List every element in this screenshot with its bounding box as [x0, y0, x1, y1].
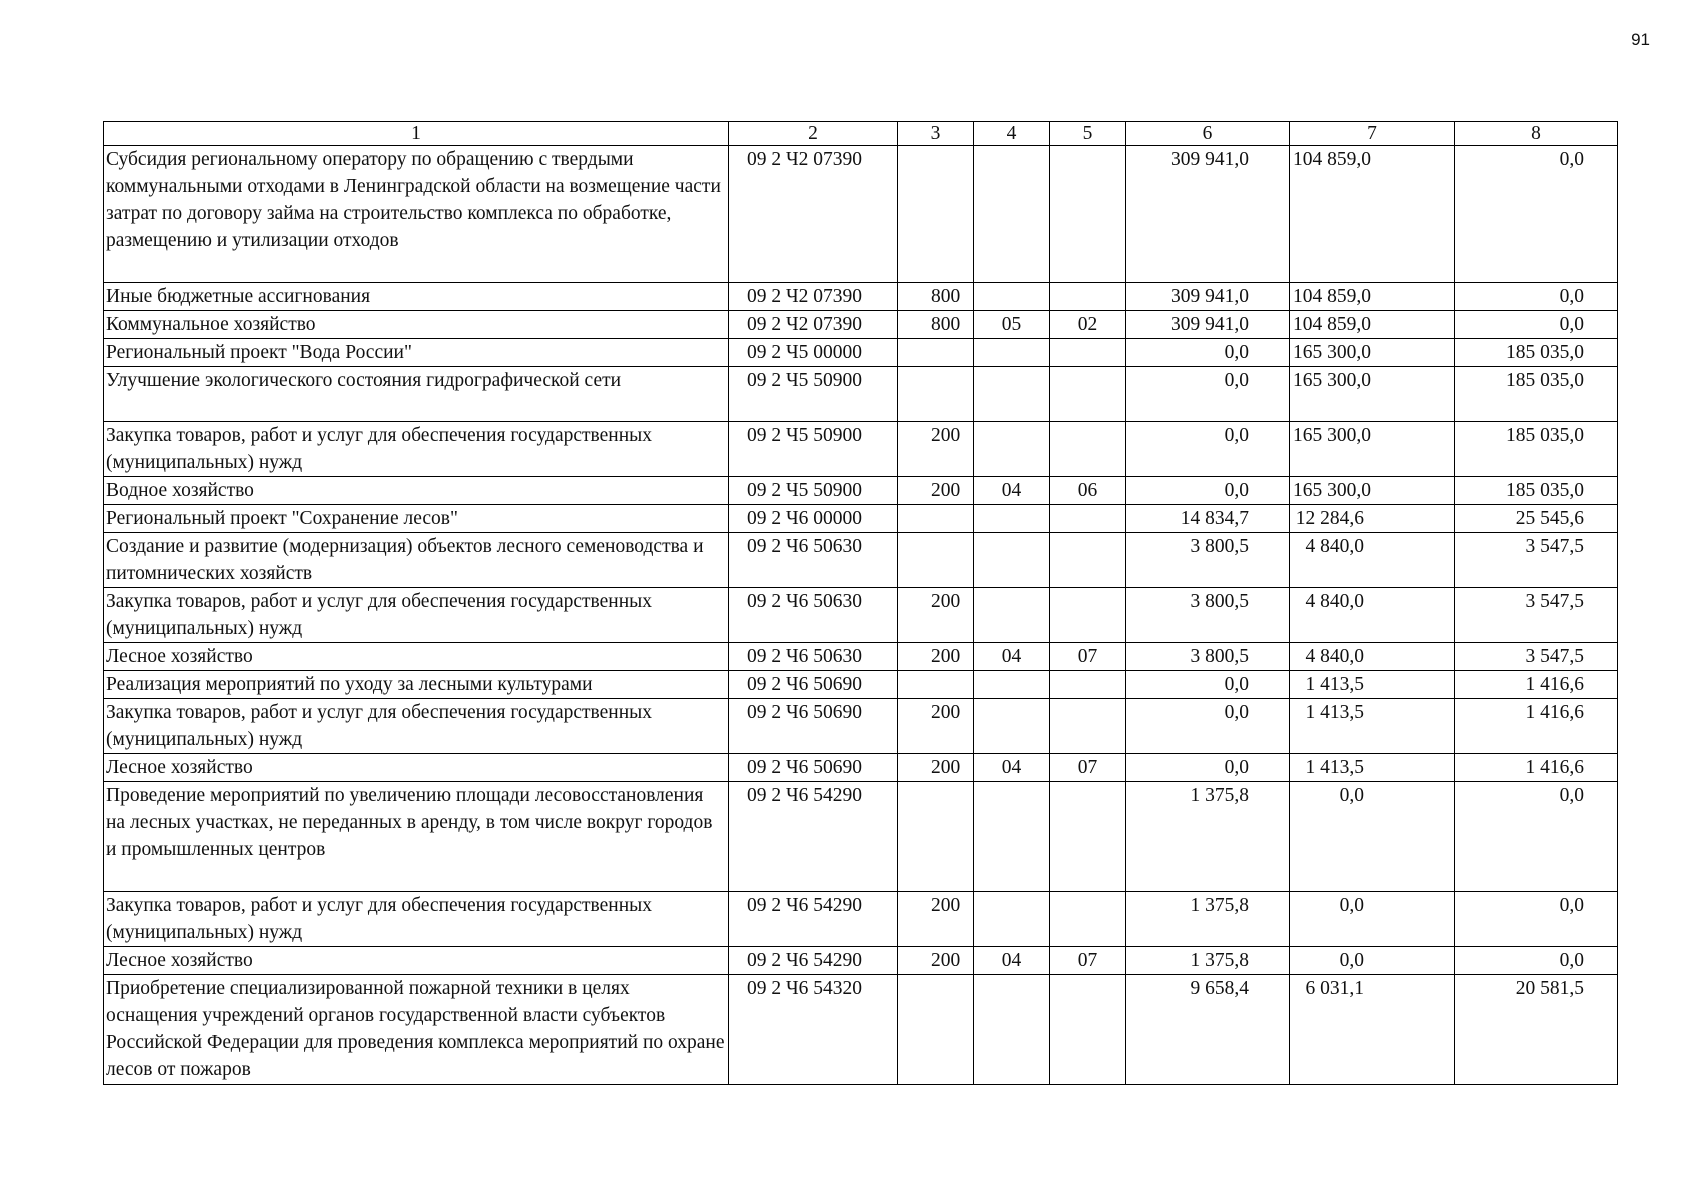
amount-col6-cell: 14 834,7 — [1126, 505, 1290, 533]
column-number-header-row — [104, 122, 1618, 146]
header-cell-1: 1 — [104, 122, 729, 146]
table-row — [104, 782, 1618, 892]
target-code-cell: 09 2 Ч6 54290 — [729, 782, 898, 892]
item-name-cell: Приобретение специализированной пожарной техники в целях оснащения учреждений органов государственной власти субъектов Российской Федерации для проведения комплекса мероприятий по охране лесов от пожаров — [104, 975, 729, 1085]
subsection-cell: 07 — [1050, 643, 1126, 671]
item-name-cell: Создание и развитие (модернизация) объектов лесного семеноводства и питомнических хозяйств — [104, 533, 729, 588]
item-name-cell: Региональный проект "Сохранение лесов" — [104, 505, 729, 533]
target-code-cell: 09 2 Ч6 54320 — [729, 975, 898, 1085]
table-row — [104, 588, 1618, 643]
table-row — [104, 422, 1618, 477]
expense-type-cell: 200 — [898, 477, 974, 505]
amount-col8-cell: 20 581,5 — [1455, 975, 1618, 1085]
expense-type-cell — [898, 339, 974, 367]
table-row — [104, 339, 1618, 367]
expense-type-cell — [898, 367, 974, 422]
target-code-cell: 09 2 Ч6 54290 — [729, 947, 898, 975]
target-code-cell: 09 2 Ч5 50900 — [729, 477, 898, 505]
item-name-cell: Коммунальное хозяйство — [104, 311, 729, 339]
subsection-cell — [1050, 975, 1126, 1085]
amount-col7-cell: 12 284,6 — [1290, 505, 1455, 533]
item-name-cell: Закупка товаров, работ и услуг для обеспечения государственных (муниципальных) нужд — [104, 588, 729, 643]
section-cell — [974, 699, 1050, 754]
subsection-cell: 07 — [1050, 947, 1126, 975]
amount-col7-cell: 165 300,0 — [1290, 477, 1455, 505]
amount-col8-cell: 0,0 — [1455, 892, 1618, 947]
item-name-cell: Закупка товаров, работ и услуг для обеспечения государственных (муниципальных) нужд — [104, 699, 729, 754]
expense-type-cell: 200 — [898, 699, 974, 754]
subsection-cell — [1050, 146, 1126, 283]
table-row — [104, 311, 1618, 339]
header-cell-2: 2 — [729, 122, 898, 146]
section-cell: 04 — [974, 947, 1050, 975]
amount-col7-cell: 104 859,0 — [1290, 146, 1455, 283]
expense-type-cell: 800 — [898, 311, 974, 339]
amount-col6-cell: 309 941,0 — [1126, 311, 1290, 339]
amount-col8-cell: 185 035,0 — [1455, 422, 1618, 477]
amount-col7-cell: 104 859,0 — [1290, 311, 1455, 339]
table-row — [104, 643, 1618, 671]
target-code-cell: 09 2 Ч6 50630 — [729, 588, 898, 643]
section-cell: 04 — [974, 643, 1050, 671]
amount-col8-cell: 185 035,0 — [1455, 477, 1618, 505]
item-name-cell: Лесное хозяйство — [104, 643, 729, 671]
expense-type-cell: 800 — [898, 283, 974, 311]
header-cell-7: 7 — [1290, 122, 1455, 146]
expense-type-cell: 200 — [898, 588, 974, 643]
target-code-cell: 09 2 Ч6 50630 — [729, 533, 898, 588]
table-row — [104, 505, 1618, 533]
subsection-cell — [1050, 283, 1126, 311]
expense-type-cell — [898, 505, 974, 533]
section-cell — [974, 146, 1050, 283]
amount-col6-cell: 0,0 — [1126, 422, 1290, 477]
table-row — [104, 975, 1618, 1085]
item-name-cell: Региональный проект "Вода России" — [104, 339, 729, 367]
subsection-cell — [1050, 671, 1126, 699]
section-cell — [974, 422, 1050, 477]
section-cell: 04 — [974, 477, 1050, 505]
subsection-cell: 02 — [1050, 311, 1126, 339]
amount-col6-cell: 3 800,5 — [1126, 588, 1290, 643]
table-row — [104, 754, 1618, 782]
subsection-cell — [1050, 339, 1126, 367]
target-code-cell: 09 2 Ч6 50690 — [729, 699, 898, 754]
section-cell: 04 — [974, 754, 1050, 782]
expense-type-cell — [898, 533, 974, 588]
amount-col6-cell: 3 800,5 — [1126, 643, 1290, 671]
amount-col8-cell: 1 416,6 — [1455, 699, 1618, 754]
amount-col8-cell: 1 416,6 — [1455, 754, 1618, 782]
subsection-cell — [1050, 782, 1126, 892]
subsection-cell — [1050, 892, 1126, 947]
target-code-cell: 09 2 Ч5 50900 — [729, 422, 898, 477]
subsection-cell — [1050, 588, 1126, 643]
amount-col8-cell: 0,0 — [1455, 782, 1618, 892]
section-cell — [974, 892, 1050, 947]
amount-col6-cell: 0,0 — [1126, 339, 1290, 367]
target-code-cell: 09 2 Ч6 00000 — [729, 505, 898, 533]
amount-col8-cell: 0,0 — [1455, 283, 1618, 311]
expense-type-cell: 200 — [898, 643, 974, 671]
item-name-cell: Иные бюджетные ассигнования — [104, 283, 729, 311]
amount-col7-cell: 4 840,0 — [1290, 533, 1455, 588]
expense-type-cell — [898, 146, 974, 283]
subsection-cell — [1050, 533, 1126, 588]
section-cell — [974, 588, 1050, 643]
table-row — [104, 671, 1618, 699]
table-row — [104, 533, 1618, 588]
header-cell-4: 4 — [974, 122, 1050, 146]
header-cell-5: 5 — [1050, 122, 1126, 146]
item-name-cell: Лесное хозяйство — [104, 754, 729, 782]
page-number: 91 — [1631, 30, 1650, 49]
section-cell — [974, 975, 1050, 1085]
amount-col6-cell: 1 375,8 — [1126, 947, 1290, 975]
amount-col7-cell: 4 840,0 — [1290, 643, 1455, 671]
amount-col6-cell: 0,0 — [1126, 699, 1290, 754]
amount-col6-cell: 0,0 — [1126, 754, 1290, 782]
amount-col7-cell: 0,0 — [1290, 782, 1455, 892]
amount-col8-cell: 3 547,5 — [1455, 588, 1618, 643]
subsection-cell — [1050, 505, 1126, 533]
subsection-cell: 07 — [1050, 754, 1126, 782]
header-cell-3: 3 — [898, 122, 974, 146]
amount-col7-cell: 0,0 — [1290, 947, 1455, 975]
amount-col7-cell: 1 413,5 — [1290, 671, 1455, 699]
subsection-cell — [1050, 699, 1126, 754]
table-row — [104, 477, 1618, 505]
amount-col6-cell: 309 941,0 — [1126, 146, 1290, 283]
section-cell — [974, 782, 1050, 892]
subsection-cell — [1050, 367, 1126, 422]
target-code-cell: 09 2 Ч5 50900 — [729, 367, 898, 422]
amount-col8-cell: 25 545,6 — [1455, 505, 1618, 533]
target-code-cell: 09 2 Ч2 07390 — [729, 311, 898, 339]
item-name-cell: Реализация мероприятий по уходу за лесными культурами — [104, 671, 729, 699]
target-code-cell: 09 2 Ч6 50690 — [729, 754, 898, 782]
expense-type-cell — [898, 782, 974, 892]
amount-col6-cell: 3 800,5 — [1126, 533, 1290, 588]
expense-type-cell: 200 — [898, 422, 974, 477]
amount-col7-cell: 4 840,0 — [1290, 588, 1455, 643]
expense-type-cell: 200 — [898, 947, 974, 975]
section-cell — [974, 505, 1050, 533]
expense-type-cell — [898, 671, 974, 699]
section-cell — [974, 339, 1050, 367]
amount-col6-cell: 0,0 — [1126, 477, 1290, 505]
header-cell-6: 6 — [1126, 122, 1290, 146]
budget-table — [103, 121, 1618, 1085]
table-body — [104, 122, 1618, 1085]
amount-col8-cell: 0,0 — [1455, 146, 1618, 283]
amount-col8-cell: 3 547,5 — [1455, 533, 1618, 588]
expense-type-cell: 200 — [898, 754, 974, 782]
target-code-cell: 09 2 Ч2 07390 — [729, 283, 898, 311]
section-cell — [974, 533, 1050, 588]
section-cell — [974, 367, 1050, 422]
amount-col8-cell: 0,0 — [1455, 311, 1618, 339]
amount-col6-cell: 9 658,4 — [1126, 975, 1290, 1085]
subsection-cell — [1050, 422, 1126, 477]
target-code-cell: 09 2 Ч6 50630 — [729, 643, 898, 671]
amount-col7-cell: 0,0 — [1290, 892, 1455, 947]
target-code-cell: 09 2 Ч6 54290 — [729, 892, 898, 947]
amount-col7-cell: 6 031,1 — [1290, 975, 1455, 1085]
amount-col8-cell: 3 547,5 — [1455, 643, 1618, 671]
expense-type-cell: 200 — [898, 892, 974, 947]
item-name-cell: Закупка товаров, работ и услуг для обеспечения государственных (муниципальных) нужд — [104, 892, 729, 947]
amount-col8-cell: 1 416,6 — [1455, 671, 1618, 699]
amount-col8-cell: 185 035,0 — [1455, 339, 1618, 367]
amount-col6-cell: 309 941,0 — [1126, 283, 1290, 311]
amount-col6-cell: 1 375,8 — [1126, 782, 1290, 892]
table-row — [104, 699, 1618, 754]
table-row — [104, 947, 1618, 975]
amount-col7-cell: 165 300,0 — [1290, 367, 1455, 422]
table-row — [104, 283, 1618, 311]
amount-col7-cell: 165 300,0 — [1290, 339, 1455, 367]
amount-col6-cell: 0,0 — [1126, 367, 1290, 422]
item-name-cell: Лесное хозяйство — [104, 947, 729, 975]
item-name-cell: Водное хозяйство — [104, 477, 729, 505]
target-code-cell: 09 2 Ч2 07390 — [729, 146, 898, 283]
expense-type-cell — [898, 975, 974, 1085]
table-row — [104, 367, 1618, 422]
subsection-cell: 06 — [1050, 477, 1126, 505]
table-row — [104, 892, 1618, 947]
amount-col7-cell: 165 300,0 — [1290, 422, 1455, 477]
amount-col6-cell: 0,0 — [1126, 671, 1290, 699]
amount-col6-cell: 1 375,8 — [1126, 892, 1290, 947]
section-cell — [974, 283, 1050, 311]
amount-col7-cell: 104 859,0 — [1290, 283, 1455, 311]
target-code-cell: 09 2 Ч6 50690 — [729, 671, 898, 699]
header-cell-8: 8 — [1455, 122, 1618, 146]
item-name-cell: Улучшение экологического состояния гидрографической сети — [104, 367, 729, 422]
section-cell: 05 — [974, 311, 1050, 339]
amount-col8-cell: 0,0 — [1455, 947, 1618, 975]
table-row — [104, 146, 1618, 283]
amount-col7-cell: 1 413,5 — [1290, 754, 1455, 782]
amount-col7-cell: 1 413,5 — [1290, 699, 1455, 754]
amount-col8-cell: 185 035,0 — [1455, 367, 1618, 422]
section-cell — [974, 671, 1050, 699]
item-name-cell: Проведение мероприятий по увеличению площади лесовосстановления на лесных участках, не переданных в аренду, в том числе вокруг городов и промышленных центров — [104, 782, 729, 892]
item-name-cell: Субсидия региональному оператору по обращению с твердыми коммунальными отходами в Ленинградской области на возмещение части затрат по договору займа на строительство комплекса по обработке, размещению и утилизации отходов — [104, 146, 729, 283]
target-code-cell: 09 2 Ч5 00000 — [729, 339, 898, 367]
item-name-cell: Закупка товаров, работ и услуг для обеспечения государственных (муниципальных) нужд — [104, 422, 729, 477]
